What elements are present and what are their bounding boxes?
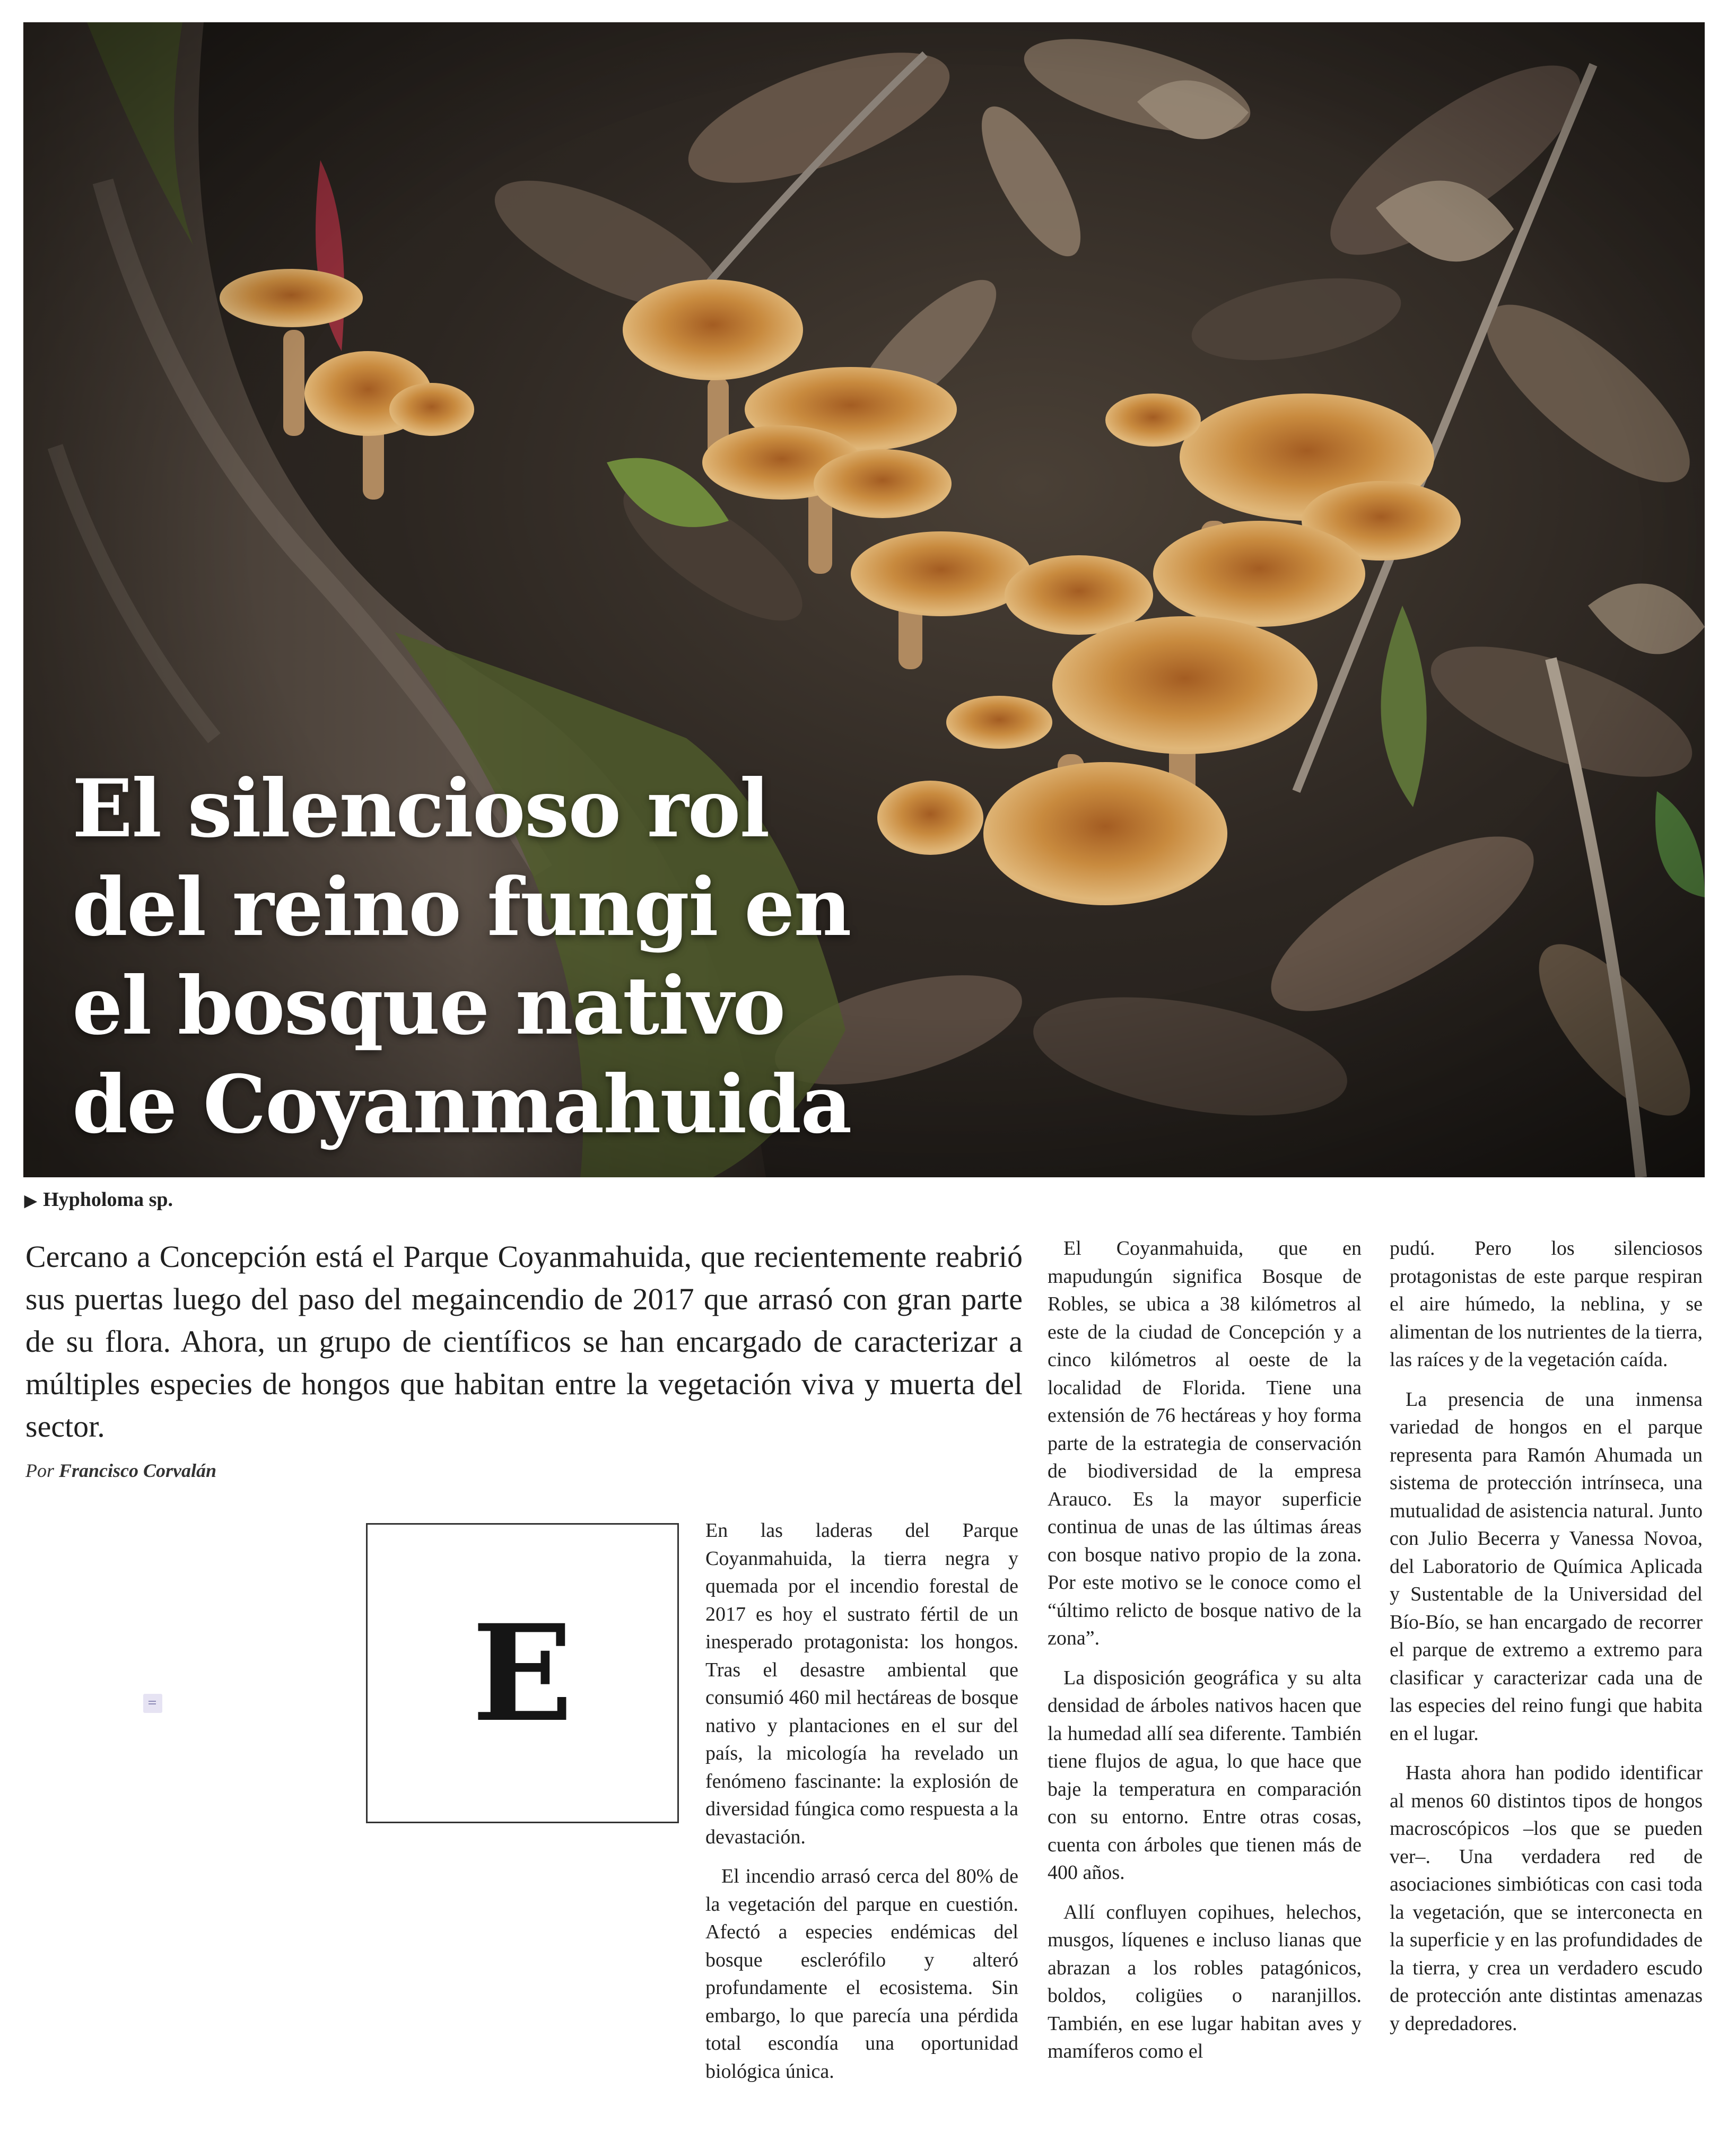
byline-prefix: Por xyxy=(25,1460,54,1481)
headline-line: El silencioso rol xyxy=(72,762,769,855)
lede-paragraph: Cercano a Concepción está el Parque Coyanmahuida, que recientemente reabrió sus puertas luego del paso del megaincendio de 2017 que arrasó con gran parte de su flora. Ahora, un grupo de científicos se han encargado de caracterizar a múltiples especies de hongos que habitan entre la vegetación viva y muerta del sector. xyxy=(25,1239,1023,1444)
body-paragraph: Allí confluyen copihues, helechos, musgos, líquenes e incluso lianas que abrazan a los robles patagónicos, boldos, coligües o naranjillos. También, en ese lugar habitan aves y mamíferos como el xyxy=(1048,1901,1362,2062)
dropcap-box xyxy=(366,1523,679,1823)
body-column-3 xyxy=(1390,1235,1703,2037)
comment-marker-icon[interactable] xyxy=(143,1694,162,1713)
headline-line: de Coyanmahuida xyxy=(72,1058,851,1151)
headline-line: el bosque nativo xyxy=(72,959,785,1053)
headline-line: del reino fungi en xyxy=(72,861,851,954)
headline xyxy=(72,759,974,1154)
body-paragraph: Hasta ahora han podido identificar al menos 60 distintos tipos de hongos macroscópicos –los que se pueden ver–. Una verdadera red de asociaciones simbióticas con casi toda la vegetación, que se interconecta en la superficie y en las profundidades de la tierra, y crea un verdadero escudo de protección ante distintas amenazas y depredadores. xyxy=(1390,1762,1703,2035)
caption-triangle-icon: ▶ xyxy=(24,1192,37,1210)
hero-photo xyxy=(23,22,1705,1177)
caption-text: Hypholoma sp. xyxy=(43,1188,173,1211)
body-column-2 xyxy=(1048,1235,1362,2066)
photo-caption xyxy=(24,1188,173,1211)
body-paragraph: La presencia de una inmensa variedad de hongos en el parque representa para Ramón Ahumada un sistema de protección intrínseca, una mutualidad de asistencia natural. Junto con Julio Becerra y Vanessa Novoa, del Laboratorio de Química Aplicada y Sustentable de la Universidad del Bío-Bío, se han encargado de recorrer el parque de extremo a extremo para clasificar y caracterizar cada una de las especies del reino fungi que habita en el lugar. xyxy=(1390,1388,1703,1745)
body-paragraph: El incendio arrasó cerca del 80% de la vegetación del parque en cuestión. Afectó a especies endémicas del bosque esclerófilo y alteró profundamente el ecosistema. Sin embargo, lo que parecía una pérdida total escondía una oportunidad biológica única. xyxy=(705,1865,1018,2083)
body-paragraph: pudú. Pero los silenciosos protagonistas de este parque respiran el aire húmedo, la neblina, y se alimentan de los nutrientes de la tierra, las raíces y de la vegetación caída. xyxy=(1390,1237,1703,1371)
body-paragraph: La disposición geográfica y su alta densidad de árboles nativos hacen que la humedad allí sea diferente. También tiene flujos de agua, lo que hace que baje la temperatura en comparación con su entorno. Entre otras cosas, cuenta con árboles que tienen más de 400 años. xyxy=(1048,1666,1362,1884)
body-column-1 xyxy=(705,1517,1018,2085)
byline xyxy=(25,1459,216,1482)
byline-author: Francisco Corvalán xyxy=(59,1460,217,1481)
body-paragraph: El Coyanmahuida, que en mapudungún significa Bosque de Robles, se ubica a 38 kilómetros al este de la ciudad de Concepción y a cinco kilómetros al oeste de la localidad de Florida. Tiene una extensión de 76 hectáreas y hoy forma parte de la estrategia de conservación de biodiversidad de la empresa Arauco. Es la mayor superficie continua de unas de las últimas áreas con bosque nativo propio de la zona. Por este motivo se le conoce como el “último relicto de bosque nativo de la zona”. xyxy=(1048,1237,1362,1649)
body-paragraph: En las laderas del Parque Coyanmahuida, la tierra negra y quemada por el incendio forestal de 2017 es hoy el sustrato fértil de un inesperado protagonista: los hongos. Tras el desastre ambiental que consumió 460 mil hectáreas de bosque nativo y plantaciones en el sur del país, la micología ha revelado un fenómeno fascinante: la explosión de diversidad fúngica como respuesta a la devastación. xyxy=(705,1519,1018,1848)
dropcap-letter: E xyxy=(472,1595,573,1751)
